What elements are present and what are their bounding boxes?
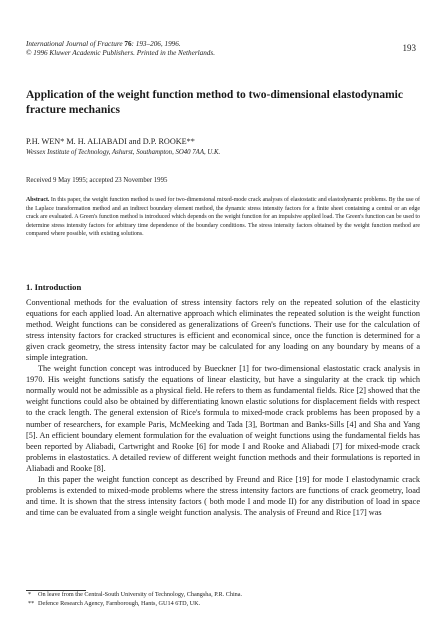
abstract-label: Abstract.	[26, 197, 50, 203]
journal-header	[26, 40, 326, 58]
paragraph: The weight function concept was introduced by Bueckner [1] for two-dimensional elastostatic crack analysis in 1970. His weight functions satisfy the equations of linear elasticity, but have a singularity at the crack tip which normally would not be admissible as a physical field. He refers to them as fundamental fields. Rice [2] showed that the weight functions could also be obtained by differentiating known elastic solutions for displacement fields with respect to the crack length. The general extension of Rice's formula to mixed-mode crack problems has been proposed by a number of researchers, for example Paris, McMeeking and Tada [3], Bortman and Banks-Sills [4] and Sha and Yang [5]. An efficient boundary element formulation for the evaluation of weight functions using the fundamental fields has been reported by Aliabadi, Cartwright and Rooke [6] for mode I and Rooke and Aliabadi [7] for mixed-mode crack problems in elastostatics. A detailed review of different weight function methods and their formulations is reported in Aliabadi and Rooke [8].	[26, 364, 420, 473]
paragraph: In this paper the weight function concept as described by Freund and Rice [19] for mode I elastodynamic crack problems is extended to mixed-mode problems where the stress intensity factors are functions of crack geometry, load and time. It is shown that the stress intensity factors ( both mode I and mode II) for any distribution of load in space and time can be evaluated from a single weight function analysis. The analysis of Freund and Rice [17] was	[26, 474, 420, 517]
body-text	[26, 297, 420, 518]
footnote	[28, 600, 418, 609]
footnote-text: Defence Research Agency, Farnborough, Hants, GU14 6TD, UK.	[38, 599, 201, 607]
footnotes	[28, 591, 418, 608]
footnote-mark: **	[28, 599, 35, 607]
author-affiliation: Wessex Institute of Technology, Ashurst, Southampton, SO40 7AA, U.K.	[26, 149, 221, 156]
paragraph: Conventional methods for the evaluation of stress intensity factors rely on the repeated solution of the elasticity equations for each applied load. An alternative approach which eliminates the repeated solution is the weight function method. Weight functions can be considered as generalizations of Green's functions. Their use for the calculation of stress intensity factors for cracked structures is efficient and economical since, once the function is determined for a given crack geometry, the stress intensity factor may be calculated for any loading on any boundary by means of a simple integration.	[26, 298, 420, 363]
footnote-mark: *	[28, 591, 32, 598]
copyright-line: © 1996 Kluwer Academic Publishers. Printed in the Netherlands.	[26, 49, 215, 57]
abstract	[26, 196, 420, 239]
section-heading: 1. Introduction	[26, 282, 82, 292]
page-number: 193	[402, 43, 416, 53]
journal-citation	[26, 40, 326, 49]
author-list: P.H. WEN* M. H. ALIABADI and D.P. ROOKE**	[26, 137, 195, 146]
footnote-text: On leave from the Central-South University of Technology, Changsha, P.R. China.	[38, 591, 243, 598]
journal-volume: 76	[124, 40, 132, 48]
journal-name: International Journal of Fracture	[26, 40, 123, 48]
journal-pages: : 193–206, 1996.	[131, 40, 181, 48]
footnote	[28, 591, 418, 600]
article-title: Application of the weight function method to two-dimensional elastodynamic fracture mechanics	[26, 89, 403, 116]
abstract-text: In this paper, the weight function method is used for two-dimensional mixed-mode crack analyses of elastostatic and elastodynamic problems. By the use of the Laplace transformation method and an indirect boundary element method, the dynamic stress intensity factors for a finite sheet containing a central or an edge crack are evaluated. A Green's function method is introduced which depends on the weight function for an impulsive applied load. The Green's function can be used to determine stress intensity factors for arbitrary time dependence of the boundary conditions. The stress intensity factors obtained by the weight function method are compared where possible, with existing solutions.	[26, 197, 420, 238]
received-dates: Received 9 May 1995; accepted 23 November 1995	[26, 177, 168, 184]
